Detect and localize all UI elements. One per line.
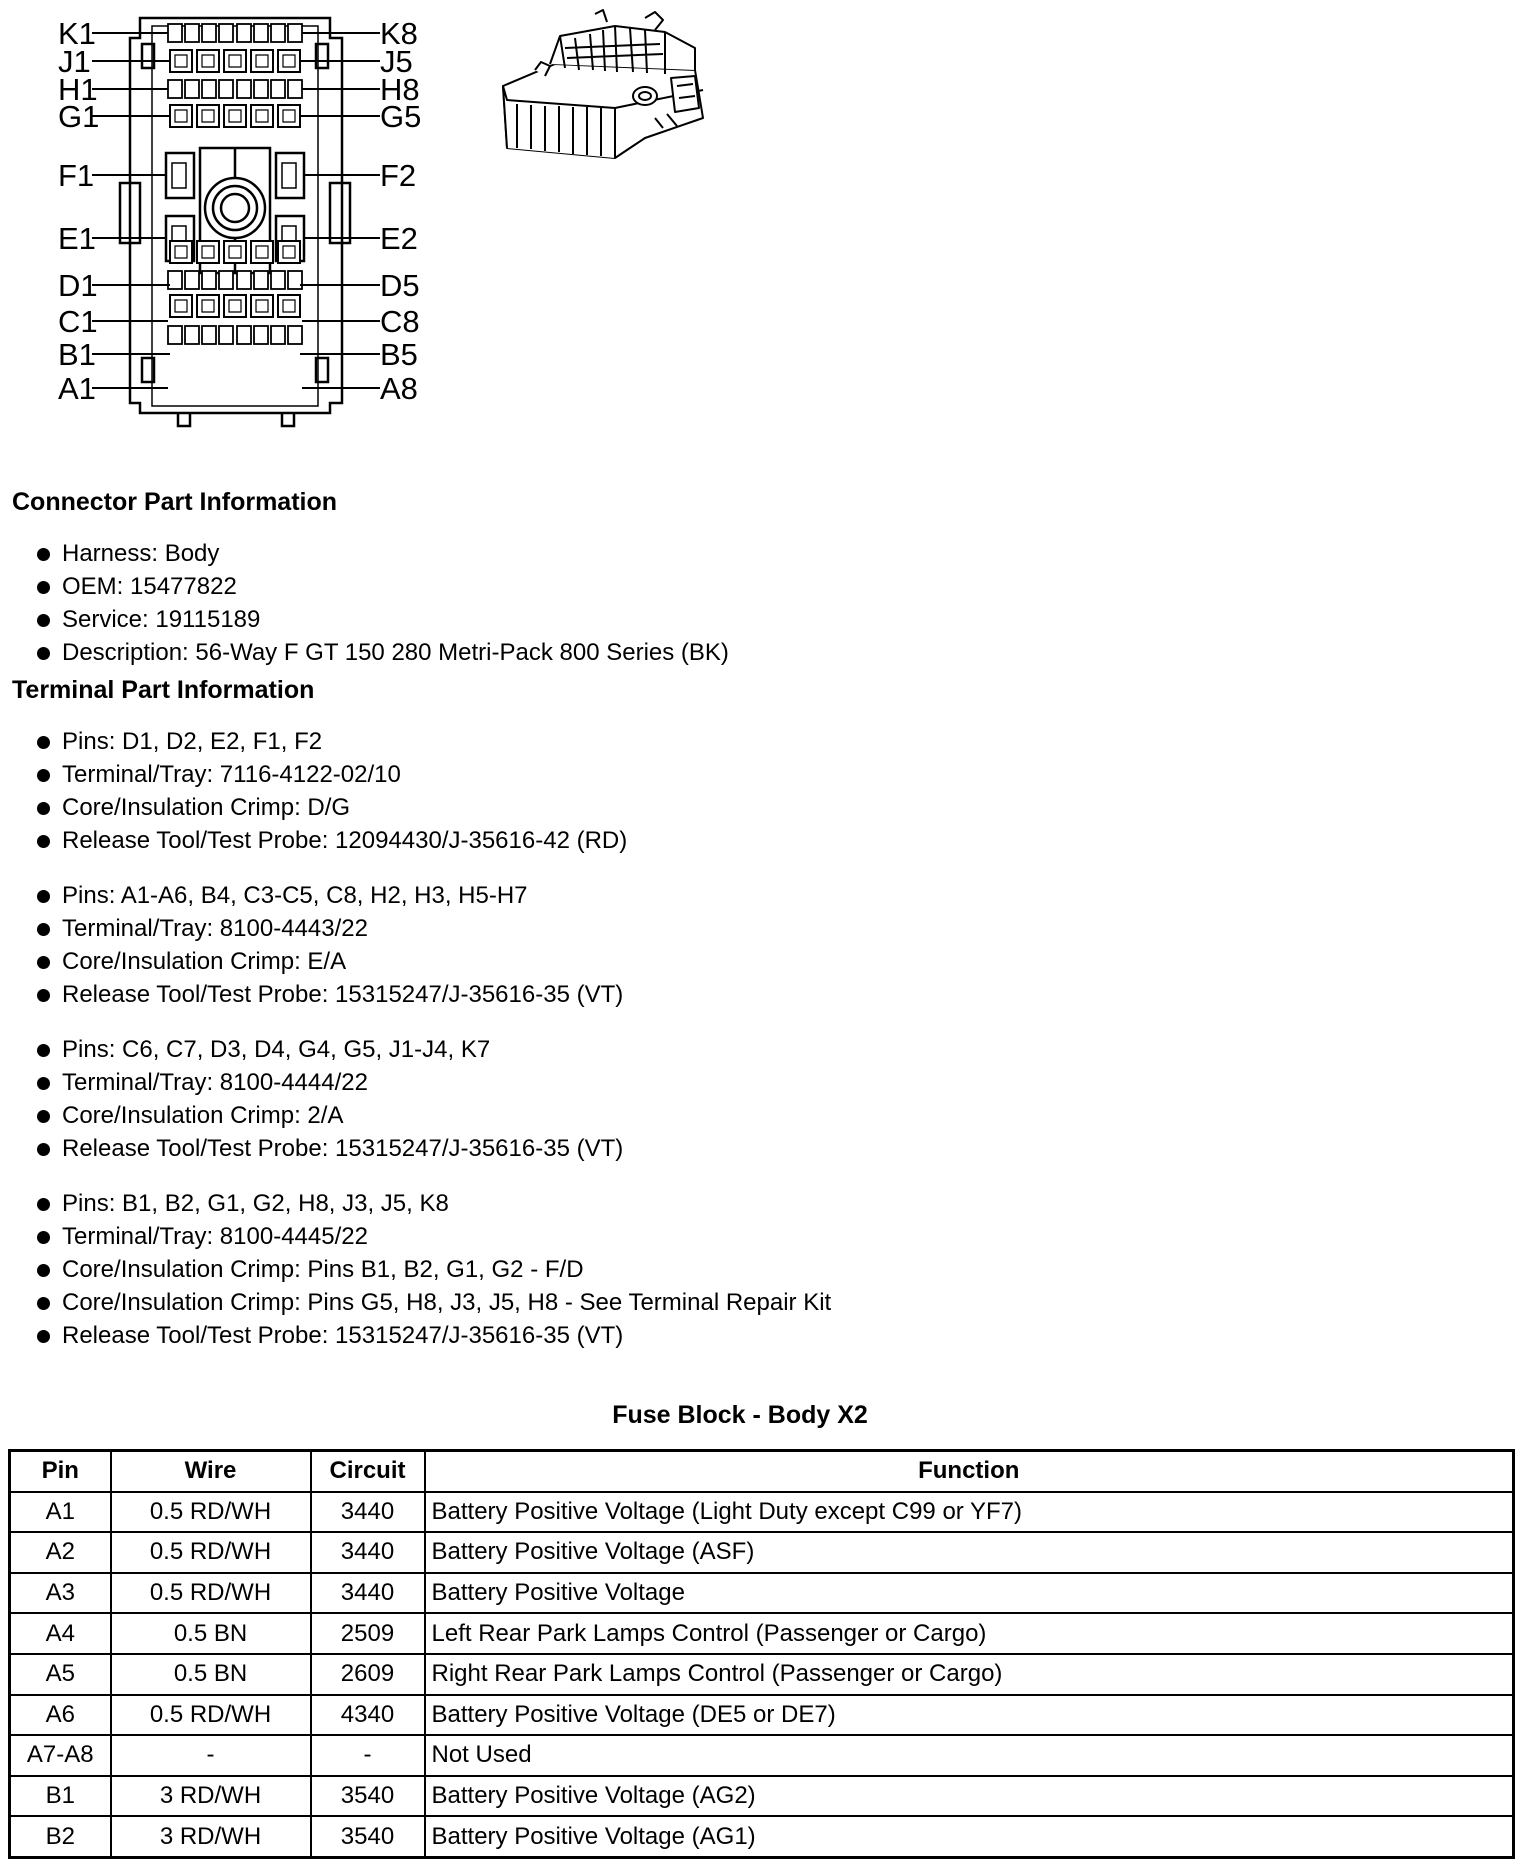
- cell-circuit: -: [311, 1735, 425, 1776]
- column-header-pin: Pin: [10, 1451, 111, 1492]
- pin-label-left: D1: [58, 268, 98, 303]
- column-header-circuit: Circuit: [311, 1451, 425, 1492]
- list-item: Pins: D1, D2, E2, F1, F2: [62, 725, 1492, 758]
- cell-function: Battery Positive Voltage (AG2): [425, 1776, 1514, 1817]
- list-item: Release Tool/Test Probe: 12094430/J-35616-42 (RD): [62, 824, 1492, 857]
- cell-pin: A1: [10, 1492, 111, 1533]
- terminal-group-2: [12, 879, 1492, 1011]
- pin-label-right: C8: [380, 304, 420, 339]
- pin-label-left: F1: [58, 158, 95, 193]
- table-row: [10, 1492, 1514, 1533]
- cell-wire: 0.5 RD/WH: [111, 1532, 311, 1573]
- cell-pin: A2: [10, 1532, 111, 1573]
- list-item: Description: 56-Way F GT 150 280 Metri-Pack 800 Series (BK): [62, 636, 1492, 669]
- connector-face-svg: [50, 8, 430, 428]
- terminal-group-1: [12, 725, 1492, 857]
- cell-function: Left Rear Park Lamps Control (Passenger or Cargo): [425, 1613, 1514, 1654]
- table-row: [10, 1613, 1514, 1654]
- pin-label-right: A8: [380, 371, 418, 406]
- connector-iso-svg: [495, 8, 735, 178]
- list-item: Core/Insulation Crimp: Pins B1, B2, G1, G2 - F/D: [62, 1253, 1492, 1286]
- cell-pin: A4: [10, 1613, 111, 1654]
- pin-label-right: K8: [380, 16, 418, 51]
- pin-label-right: J5: [380, 44, 413, 79]
- pin-label-left: J1: [58, 44, 91, 79]
- list-item: Harness: Body: [62, 537, 1492, 570]
- terminal-info-heading: Terminal Part Information: [12, 676, 315, 704]
- cell-pin: A5: [10, 1654, 111, 1695]
- cell-circuit: 3440: [311, 1532, 425, 1573]
- terminal-group-3: [12, 1033, 1492, 1165]
- table-header-row: [10, 1451, 1514, 1492]
- cell-wire: 3 RD/WH: [111, 1776, 311, 1817]
- pin-label-left: E1: [58, 221, 96, 256]
- pin-label-left: K1: [58, 16, 96, 51]
- table-row: [10, 1532, 1514, 1573]
- pin-label-left: A1: [58, 371, 96, 406]
- cell-function: Battery Positive Voltage (Light Duty except C99 or YF7): [425, 1492, 1514, 1533]
- column-header-wire: Wire: [111, 1451, 311, 1492]
- cell-pin: A3: [10, 1573, 111, 1614]
- cell-wire: 0.5 RD/WH: [111, 1695, 311, 1736]
- list-item: Core/Insulation Crimp: D/G: [62, 791, 1492, 824]
- connector-iso-view: [495, 8, 735, 178]
- pin-label-right: H8: [380, 72, 420, 107]
- table-row: [10, 1573, 1514, 1614]
- list-item: Core/Insulation Crimp: E/A: [62, 945, 1492, 978]
- table-title-text: Fuse Block - Body X2: [612, 1401, 868, 1429]
- cell-function: Battery Positive Voltage: [425, 1573, 1514, 1614]
- list-item: Terminal/Tray: 8100-4443/22: [62, 912, 1492, 945]
- cell-pin: A7-A8: [10, 1735, 111, 1776]
- table-title: [0, 1397, 1520, 1433]
- list-item: Terminal/Tray: 7116-4122-02/10: [62, 758, 1492, 791]
- list-item: Terminal/Tray: 8100-4444/22: [62, 1066, 1492, 1099]
- cell-wire: 0.5 BN: [111, 1654, 311, 1695]
- cell-function: Battery Positive Voltage (DE5 or DE7): [425, 1695, 1514, 1736]
- pin-label-right: B5: [380, 337, 418, 372]
- part-information: [12, 484, 1492, 1352]
- pin-label-right: D5: [380, 268, 420, 303]
- cell-function: Not Used: [425, 1735, 1514, 1776]
- list-item: Pins: C6, C7, D3, D4, G4, G5, J1-J4, K7: [62, 1033, 1492, 1066]
- cell-wire: 0.5 BN: [111, 1613, 311, 1654]
- pin-label-left: B1: [58, 337, 96, 372]
- list-item: Service: 19115189: [62, 603, 1492, 636]
- cell-circuit: 2509: [311, 1613, 425, 1654]
- connector-face-diagram: [50, 8, 430, 428]
- connector-info-list: [12, 537, 1492, 669]
- cell-pin: A6: [10, 1695, 111, 1736]
- pin-label-right: F2: [380, 158, 417, 193]
- cell-circuit: 2609: [311, 1654, 425, 1695]
- table-row: [10, 1654, 1514, 1695]
- terminal-group-4: [12, 1187, 1492, 1352]
- cell-wire: 0.5 RD/WH: [111, 1492, 311, 1533]
- cell-function: Battery Positive Voltage (ASF): [425, 1532, 1514, 1573]
- pin-label-left: H1: [58, 72, 98, 107]
- pin-label-right: E2: [380, 221, 418, 256]
- table-row: [10, 1695, 1514, 1736]
- list-item: Core/Insulation Crimp: Pins G5, H8, J3, J5, H8 - See Terminal Repair Kit: [62, 1286, 1492, 1319]
- list-item: Terminal/Tray: 8100-4445/22: [62, 1220, 1492, 1253]
- table-row: [10, 1776, 1514, 1817]
- list-item: Pins: B1, B2, G1, G2, H8, J3, J5, K8: [62, 1187, 1492, 1220]
- list-item: Release Tool/Test Probe: 15315247/J-35616-35 (VT): [62, 1319, 1492, 1352]
- cell-circuit: 3440: [311, 1573, 425, 1614]
- table-row: [10, 1735, 1514, 1776]
- list-item: Release Tool/Test Probe: 15315247/J-35616-35 (VT): [62, 978, 1492, 1011]
- list-item: Pins: A1-A6, B4, C3-C5, C8, H2, H3, H5-H7: [62, 879, 1492, 912]
- cell-wire: 0.5 RD/WH: [111, 1573, 311, 1614]
- cell-circuit: 4340: [311, 1695, 425, 1736]
- list-item: Release Tool/Test Probe: 15315247/J-35616-35 (VT): [62, 1132, 1492, 1165]
- cell-function: Battery Positive Voltage (AG1): [425, 1816, 1514, 1857]
- column-header-function: Function: [425, 1451, 1514, 1492]
- cell-circuit: 3440: [311, 1492, 425, 1533]
- cell-pin: B2: [10, 1816, 111, 1857]
- pin-label-left: G1: [58, 99, 100, 134]
- cell-function: Right Rear Park Lamps Control (Passenger or Cargo): [425, 1654, 1514, 1695]
- pin-label-right: G5: [380, 99, 422, 134]
- cell-circuit: 3540: [311, 1776, 425, 1817]
- list-item: Core/Insulation Crimp: 2/A: [62, 1099, 1492, 1132]
- cell-wire: -: [111, 1735, 311, 1776]
- connector-info-heading: Connector Part Information: [12, 488, 338, 516]
- cell-circuit: 3540: [311, 1816, 425, 1857]
- pin-table: [8, 1449, 1515, 1859]
- cell-wire: 3 RD/WH: [111, 1816, 311, 1857]
- list-item: OEM: 15477822: [62, 570, 1492, 603]
- table-row: [10, 1816, 1514, 1857]
- pin-label-left: C1: [58, 304, 98, 339]
- cell-pin: B1: [10, 1776, 111, 1817]
